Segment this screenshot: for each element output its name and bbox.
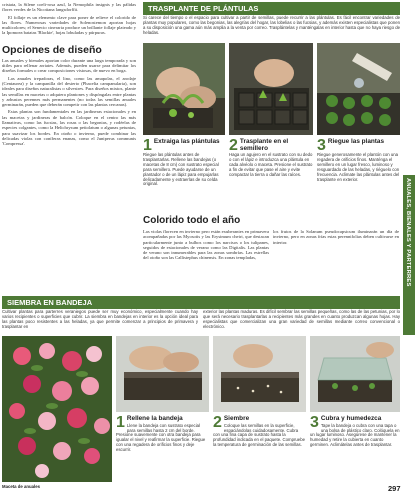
step-title: Rellene la bandeja: [126, 415, 183, 422]
step-title: Siembre: [223, 415, 250, 422]
siembra-step-3: [310, 416, 400, 448]
step-number: 2: [229, 137, 238, 154]
photo-cover-tray: [310, 336, 400, 412]
step-text: Llene la bandeja con sustrato especial para semillas hasta 2 cm del borde. Presione suavemente con otra bandeja para igualar el nivel y reafirmar la superficie. Riegue con una regadera de orificios finos y deje escurrir.: [116, 422, 206, 453]
photo-watering: [317, 43, 400, 135]
leftcol: [2, 2, 136, 147]
step-title: Trasplante en el semillero: [239, 138, 289, 152]
heading-colorido-todo-el-ano: Colorido todo el año: [143, 215, 241, 226]
left-paragraph-2: El follaje es un elemento clave para poner de relieve el colorido de las flores. Numerosas variedades de Solenostemon aportan hojas multicolores; el Senecio cineraria produce un brillante follaje plateado y la Ipomoea batatas 'Blackie', hojas lobuladas y púrpuras.: [2, 14, 136, 36]
left-paragraph-3: Las anuales y bienales aportan color durante una larga temporada y son útiles para rellenar arriates. Además, pueden usarse para delimitar los diseños formales o crear composiciones vistosas, de nuevo en boga.: [2, 57, 136, 74]
step-number: 2: [213, 414, 222, 431]
step-text: Coloque las semillas en la superficie, espaciándolas cuidadosamente. Cubra con una fina capa de sustrato hasta la profundidad indicada en el paquete. Compruebe la temperatura de germinación de las semillas.: [213, 422, 305, 448]
step-text: Riegue las plántulas antes de trasplantarlas. Rellene las bandejas (o macetas de 8 cm) con sustrato especial para semillero. Puede ayudarse de un plantador o de un lápiz para empujarlas delicadamente y extraerlas de su celda original.: [143, 152, 219, 187]
step-text: Haga un agujero en el sustrato con su dedo o con el lápiz e introduzca una plántula en cada alvéolo o maceta. Presione el sustrato a fin de evitar que pase el aire y evite compactar la tierra o dañar las raíces.: [229, 152, 313, 177]
trasplante-step-3: [317, 139, 400, 182]
siembra-intro-right: exterior las plantas maduras. Es difícil sembrar las semillas pequeñas, como las de las petunias, por lo que será necesario trasplantarlas a recipientes más grandes en cuanto produzcan algunas hojas. Hay especialistas que comercializan una gran variedad de semillas mediante correo convencional o electrónico.: [203, 309, 400, 329]
step-title: Riegue las plantas: [327, 138, 385, 145]
step-text: Tape la bandeja o cubra con una tapa o una bolsa de plástico claro. Colóquela en un lugar luminoso. Asegúrese de mantener la humedad y retire la cubierta en cuanto germinen. Aclimátelas antes de trasplantar.: [310, 422, 400, 448]
sidebar-label: ANUALES, BIENALES Y PARTERRES: [405, 178, 411, 287]
photo-extract-seedlings: [143, 43, 225, 135]
step-number: 1: [143, 137, 152, 154]
step-number: 3: [310, 414, 319, 431]
photo-sow-seeds: [213, 336, 306, 412]
photo-transplant-tray: [229, 43, 313, 135]
step-text: Riegue generosamente el plantón con una regadera de orificios finos. Manténga el semillero en un lugar fresco, luminoso y resguardado de las heladas, y riéguelo con frecuencia. Aclimate las plántulas antes del trasplante en exterior.: [317, 152, 400, 182]
siembra-intro-left: Cultivar plantas para parterres veraniegos puede ser muy económico, especialmente cuando hay varios recipientes o superficies que cubrir. La siembra en bandejas en interior es la opción ideal para las plantas poco resistentes a las heladas, ya que permite comenzar a principios de primavera y trasplantar en: [2, 309, 198, 329]
trasplante-banner: TRASPLANTE DE PLÁNTULAS: [143, 2, 400, 15]
left-paragraph-5: Estas plantas son fundamentales en las jardineras estacionales y en las macetas y jardineras de balcón. Coloque en el centro las más llamativas, como las fucsias, las rosas o las begonias, y rodéelas de especies colgantes, como la Helichrysum petiolatum o algunas petunias, para suavizar los bordes. En otoño o invierno, puede combinar las delicadas violas con coníferas enanas, como el Juniperus communis 'Compressa'.: [2, 109, 136, 147]
siembra-step-2: [213, 416, 306, 448]
heading-opciones-de-diseno: Opciones de diseño: [2, 43, 102, 56]
left-paragraph-4: Las anuales trepadoras, el lino, como las amapolas, el arodaje (Centaurea) y la campanilla del desierto (Phacelia campanularia), son ideales para diseños naturalistas o silvestres. Para diseños mixtos, plante las semillas en macetas o adquiera plantones y dispóngalas entre plantas y arbustos perennes más permanentes (no todas las semillas anuales germinarán, pueden que deberán competir con las plantas cercanas).: [2, 75, 136, 108]
colorido-para-left: Las violas florecen en invierno pero están exuberantes en primavera acompañadas por las Myosotis y las Erysimum cheiri, que destacan particularmente junto a bulbos como los narcisos o los tulipanes, seguidos de estacionales de verano como las Digitalis. Las plantas de verano son innumerables para las zonas sombrías. Las estrellas del otoño son las Callistephus chinensis. En zonas templadas,: [143, 229, 269, 261]
step-number: 1: [116, 414, 125, 431]
left-paragraph-1: cristata, la Silene coeli-rosa azul, la Nemophila insignis y las pálidas flores verdes de la Nicotiana langsdorffii.: [2, 2, 136, 13]
trasplante-intro: Si carece del tiempo o el espacio para cultivar a partir de semillas, puede recurrir a las plántulas. Es fácil encontrar variedades de plantas muy populares, como las begonias, las alegrías del hogar, las lobelias o las fucsias, y además existen especialistas que ponen a su disposición una gama aún más amplia a la venta por correo. Trasplántelas y manténgalas en interior hasta que no haya riesgo de heladas.: [143, 15, 400, 35]
trasplante-step-1: [143, 139, 225, 187]
photo-annual-pot: [2, 336, 112, 482]
page-number: 297: [388, 484, 401, 493]
siembra-banner: SIEMBRA EN BANDEJA: [2, 296, 400, 309]
step-title: Cubra y humedezca: [320, 415, 382, 422]
trasplante-step-2: [229, 139, 313, 178]
step-number: 3: [317, 137, 326, 154]
photo-caption: Maceta de anuales: [2, 484, 40, 489]
colorido-para-right: los frutos de la Solanum pseudocapsicum iluminarán un día de invierno, pero en zonas frías estas perennifolias deben cultivarse en interior.: [273, 229, 399, 245]
step-title: Extraiga las plántulas: [153, 138, 220, 145]
siembra-step-1: [116, 416, 209, 453]
photo-fill-tray: [116, 336, 209, 412]
